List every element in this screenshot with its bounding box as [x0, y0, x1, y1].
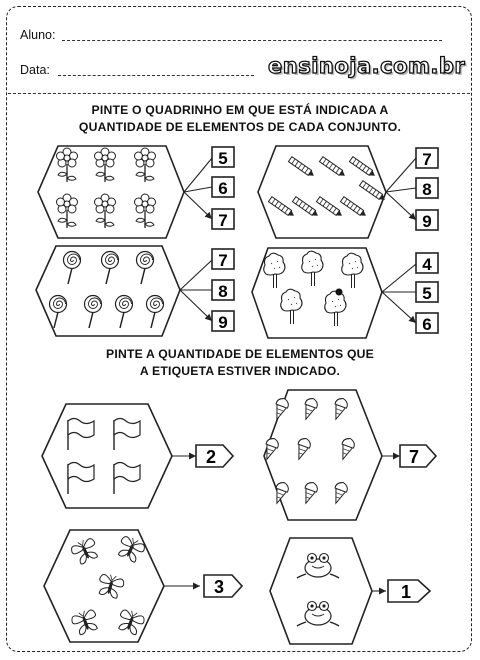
instruction-2-line-1: PINTE A QUANTIDADE DE ELEMENTOS QUE: [106, 347, 374, 361]
answer-box-9[interactable]: [212, 311, 234, 332]
arrows: [184, 158, 212, 219]
svg-text:2: 2: [205, 447, 217, 467]
arrows: [386, 158, 416, 220]
answer-box-7[interactable]: [212, 209, 234, 230]
instruction-1-line-2: QUANTIDADE DE ELEMENTOS DE CADA CONJUNTO.: [78, 120, 402, 134]
lollipop-set: [36, 246, 180, 336]
answer-box-8[interactable]: [212, 280, 234, 301]
website-logo: ensinoja.com.br: [268, 54, 466, 78]
flag-set: [42, 404, 172, 508]
answer-box-5[interactable]: [416, 282, 438, 303]
flower-set: [38, 146, 184, 238]
svg-text:8: 8: [218, 282, 228, 301]
answer-box-6[interactable]: [212, 177, 234, 198]
number-tag-7: [400, 445, 436, 467]
svg-text:7: 7: [218, 211, 228, 230]
instruction-2-line-2: A ETIQUETA ESTIVER INDICADO.: [139, 364, 341, 378]
answer-box-6[interactable]: [416, 313, 438, 334]
svg-text:9: 9: [422, 212, 432, 231]
svg-text:9: 9: [218, 313, 228, 332]
instruction-1-line-1: PINTE O QUADRINHO EM QUE ESTÁ INDICADA A: [91, 103, 389, 117]
svg-text:4: 4: [422, 255, 432, 274]
answer-box-5[interactable]: [212, 147, 234, 168]
date-label: Data:: [20, 63, 50, 77]
svg-text:7: 7: [218, 251, 228, 270]
svg-text:8: 8: [422, 180, 432, 199]
number-tag-1: [388, 580, 430, 602]
answer-box-7[interactable]: [212, 249, 234, 270]
svg-text:6: 6: [218, 179, 228, 198]
pencil-set: [258, 146, 387, 238]
svg-text:7: 7: [408, 447, 420, 467]
tree-set: [252, 248, 382, 338]
frog-set: [270, 538, 372, 644]
answer-box-9[interactable]: [416, 210, 438, 231]
svg-text:6: 6: [422, 315, 432, 334]
number-tag-3: [204, 575, 242, 597]
number-tag-2: [196, 445, 233, 467]
ice-cream-set: [261, 390, 382, 520]
butterfly-set: [44, 530, 164, 642]
arrows: [382, 264, 416, 323]
svg-text:3: 3: [213, 577, 225, 597]
svg-text:7: 7: [422, 150, 432, 169]
svg-text:5: 5: [422, 284, 432, 303]
student-label: Aluno:: [20, 28, 56, 42]
svg-text:1: 1: [400, 582, 412, 602]
answer-box-4[interactable]: [416, 253, 438, 274]
svg-text:5: 5: [218, 149, 228, 168]
answer-box-8[interactable]: [416, 178, 438, 199]
arrows: [180, 260, 212, 321]
answer-box-7[interactable]: [416, 148, 438, 169]
